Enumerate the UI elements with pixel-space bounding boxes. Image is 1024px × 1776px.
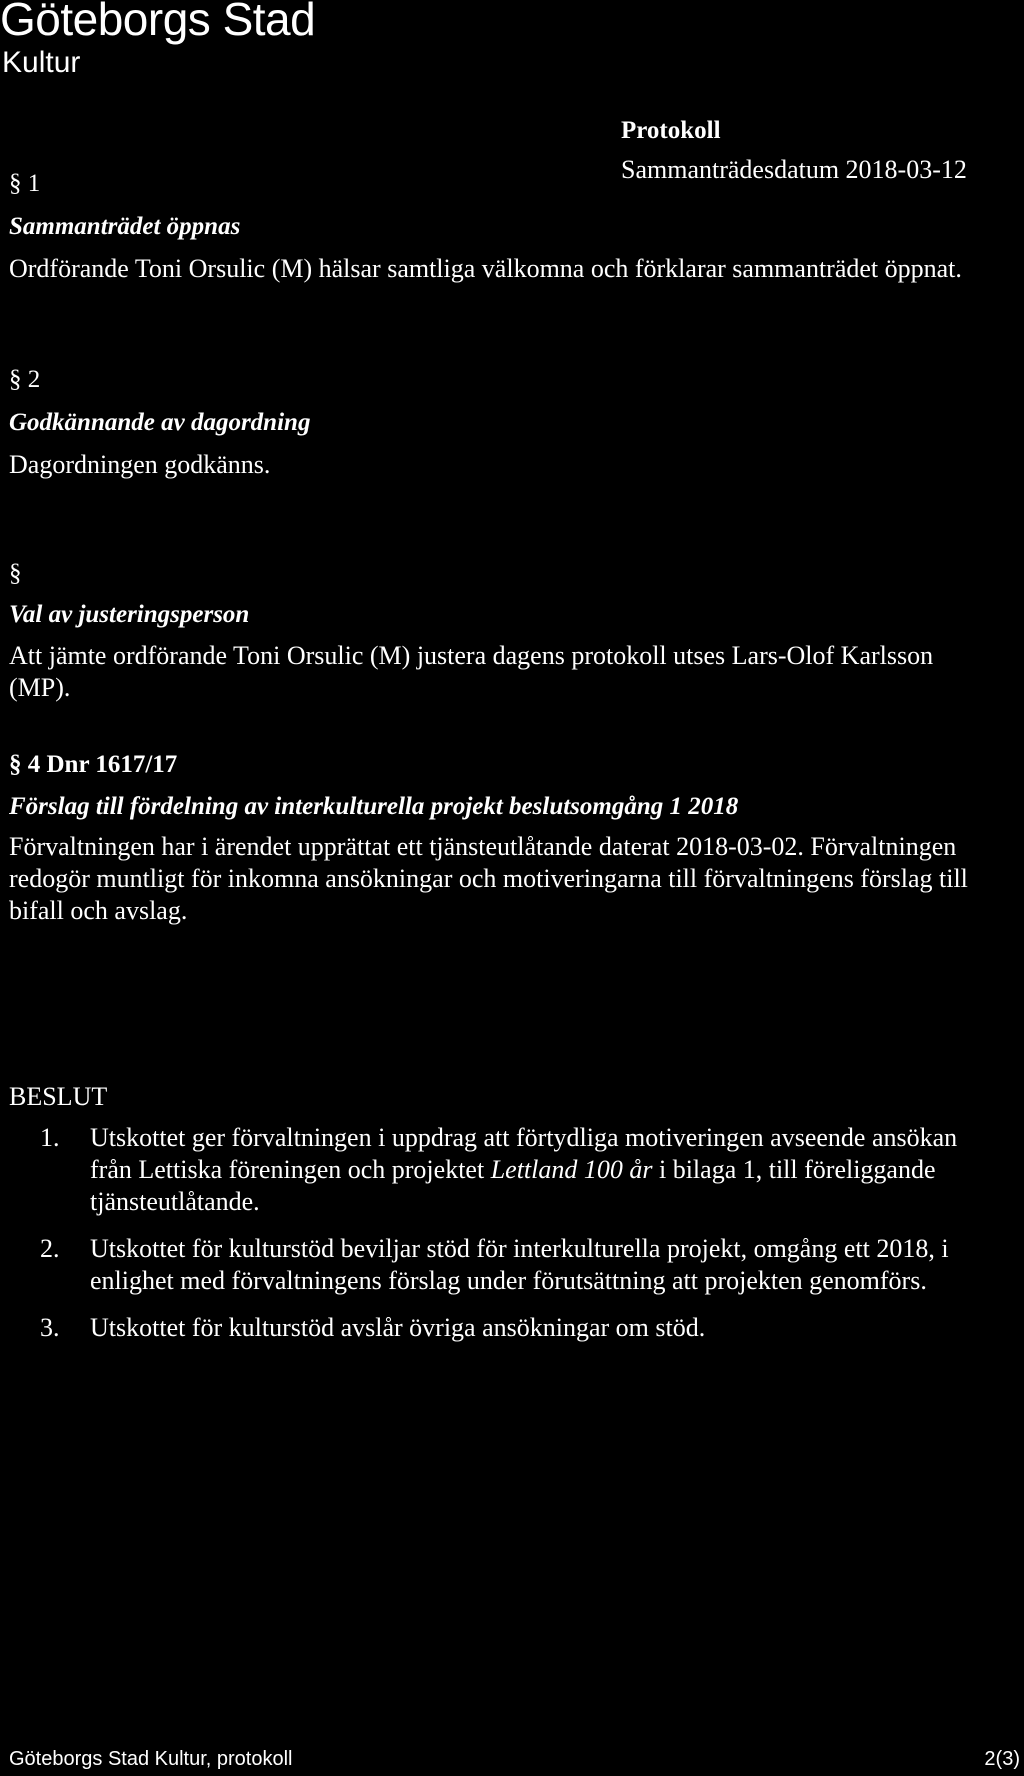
decision-item-text: Utskottet för kulturstöd avslår övriga ansökningar om stöd. (90, 1313, 706, 1342)
decision-label: BESLUT (9, 1082, 108, 1111)
section-3-text: Att jämte ordförande Toni Orsulic (M) justera dagens protokoll utses Lars-Olof Karlsson (MP). (9, 641, 934, 702)
decision-item-1 (40, 1122, 1000, 1218)
decision-item-number: 2. (40, 1234, 60, 1263)
decision-item-number: 3. (40, 1313, 60, 1342)
decision-item-text: Utskottet för kulturstöd beviljar stöd för interkulturella projekt, omgång ett 2018, i enlighet med förvaltningens förslag under förutsättning att projekten genomförs. (90, 1234, 949, 1295)
decision-list (40, 1122, 1000, 1359)
section-1-number: § 1 (9, 170, 41, 197)
section-1-heading: Sammanträdet öppnas (9, 213, 241, 240)
footer-text: Göteborgs Stad Kultur, protokoll (9, 1748, 293, 1770)
section-3-number: § (9, 560, 22, 587)
meeting-date: Sammanträdesdatum 2018-03-12 (621, 155, 967, 184)
section-4-text: Förvaltningen har i ärendet upprättat ett tjänsteutlåtande daterat 2018-03-02. Förvaltningen redogör muntligt för inkomna ansökningar och motiveringarna till förvaltningens förslag till bifall och avslag. (9, 832, 968, 925)
decision-item-number: 1. (40, 1123, 60, 1152)
decision-item-2 (40, 1233, 1000, 1297)
section-2-heading: Godkännande av dagordning (9, 409, 311, 436)
section-4-number: § 4 Dnr 1617/17 (9, 751, 178, 778)
page-number: 2(3) (984, 1748, 1020, 1770)
decision-item-3 (40, 1312, 1000, 1344)
decision-item-text (90, 1122, 1000, 1218)
decision-text-part: Utskottet ger förvaltningen i uppdrag att förtydliga motiveringen avseende ansökan från Lettiska föreningen och projektet (90, 1123, 958, 1184)
department-name: Kultur (2, 46, 81, 79)
section-2-number: § 2 (9, 366, 41, 393)
organization-name: Göteborgs Stad (0, 0, 316, 45)
project-name: Lettland 100 år (490, 1155, 653, 1184)
section-1-text: Ordförande Toni Orsulic (M) hälsar samtliga välkomna och förklarar sammanträdet öppnat. (9, 254, 962, 283)
document-type: Protokoll (621, 117, 721, 144)
section-3-heading: Val av justeringsperson (9, 601, 250, 628)
decision-text-part: i bilaga 1, till föreliggande tjänsteutlåtande. (90, 1155, 936, 1216)
section-2-text: Dagordningen godkänns. (9, 450, 271, 479)
section-4-heading: Förslag till fördelning av interkulturella projekt beslutsomgång 1 2018 (9, 793, 739, 820)
